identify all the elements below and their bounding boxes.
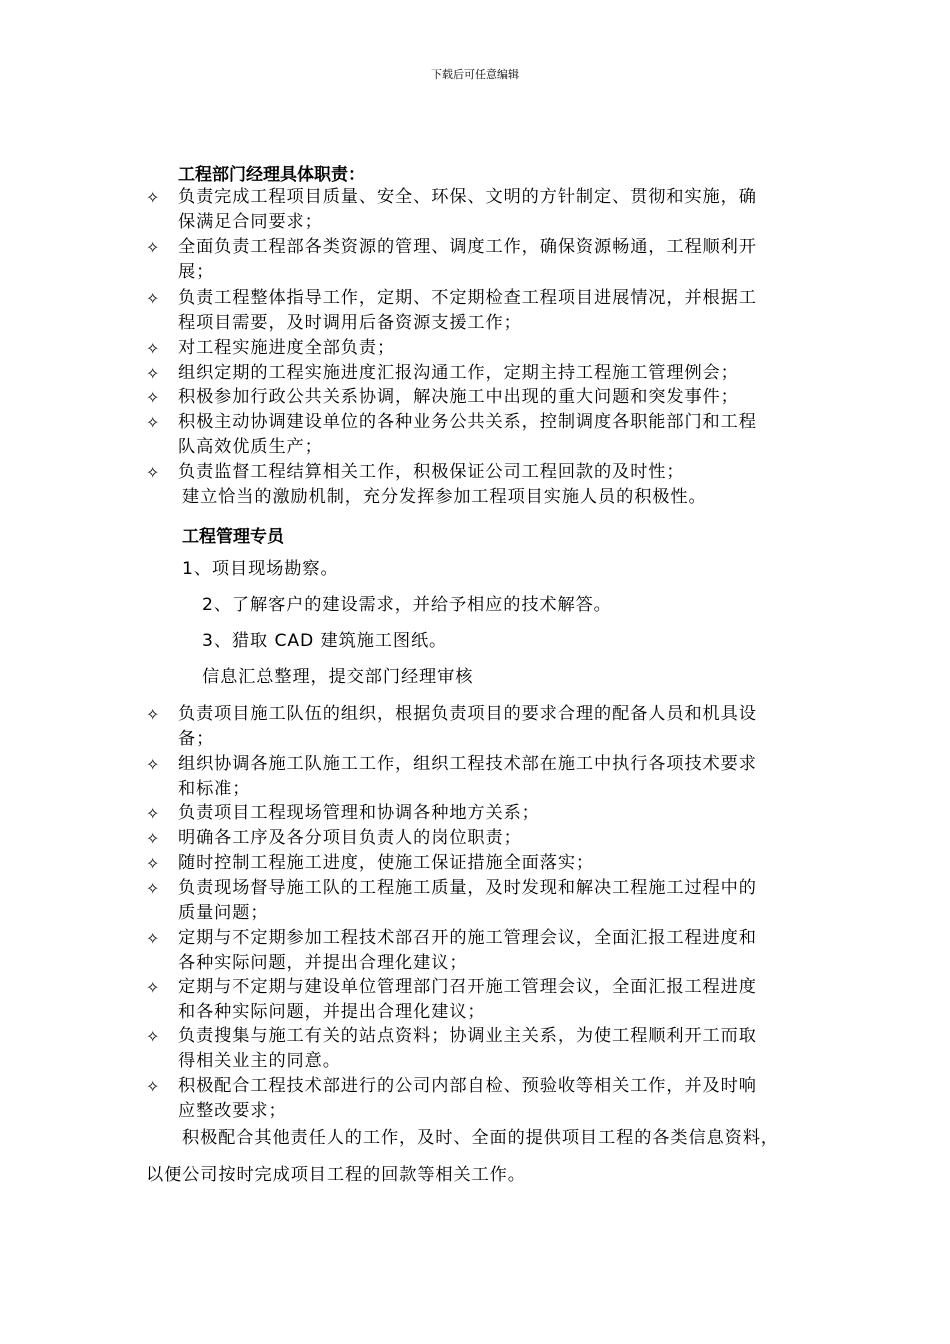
item-text: 明确各工序及各分项目负责人的岗位职责；: [178, 828, 522, 848]
section2-item: [146, 926, 816, 976]
item-text: 定期与不定期参加工程技术部召开的施工管理会议，全面汇报工程进度和 各种实际问题，并提出合理化建议；: [178, 928, 757, 973]
section2-item: [146, 702, 816, 752]
diamond-bullet-icon: ✧: [146, 879, 160, 898]
item-text: 全面负责工程部各类资源的管理、调度工作，确保资源畅通，工程顺利开 展；: [178, 237, 757, 282]
item-text: 负责项目施工队伍的组织，根据负责项目的要求合理的配备人员和机具设 备；: [178, 704, 757, 749]
section1-item: [146, 336, 816, 361]
section2-item: [146, 752, 816, 802]
item-text: 积极参加行政公共关系协调，解决施工中出现的重大问题和突发事件；: [178, 387, 739, 407]
diamond-bullet-icon: ✧: [146, 804, 160, 823]
page-header: 下载后可任意编辑: [431, 68, 519, 81]
section1-item: [146, 410, 816, 460]
section2-closing-line1: 积极配合其他责任人的工作，及时、全面的提供项目工程的各类信息资料，: [182, 1128, 779, 1148]
diamond-bullet-icon: ✧: [146, 463, 160, 482]
diamond-bullet-icon: ✧: [146, 289, 160, 308]
diamond-bullet-icon: ✧: [146, 978, 160, 997]
diamond-bullet-icon: ✧: [146, 854, 160, 873]
item-text: 定期与不定期与建设单位管理部门召开施工管理会议，全面汇报工程进度 和各种实际问题，并提出合理化建议；: [178, 977, 757, 1022]
item-text: 组织定期的工程实施进度汇报沟通工作，定期主持工程施工管理例会；: [178, 363, 739, 383]
diamond-bullet-icon: ✧: [146, 829, 160, 848]
section2-item: [146, 975, 816, 1025]
section1-item: [146, 460, 816, 485]
item-text: 积极配合工程技术部进行的公司内部自检、预验收等相关工作，并及时响 应整改要求；: [178, 1076, 757, 1121]
section2-item: [146, 801, 816, 826]
diamond-bullet-icon: ✧: [146, 364, 160, 383]
item-text: 负责完成工程项目质量、安全、环保、文明的方针制定、贯彻和实施，确 保满足合同要求；: [178, 187, 757, 232]
diamond-bullet-icon: ✧: [146, 238, 160, 257]
diamond-bullet-icon: ✧: [146, 339, 160, 358]
item-text: 积极主动协调建设单位的各种业务公共关系，控制调度各职能部门和工程 队高效优质生产；: [178, 412, 757, 457]
diamond-bullet-icon: ✧: [146, 413, 160, 432]
item-text: 随时控制工程施工进度，使施工保证措施全面落实；: [178, 853, 595, 873]
step-item: 3、猎取 CAD 建筑施工图纸。: [202, 631, 448, 651]
item-text: 负责现场督导施工队的工程施工质量，及时发现和解决工程施工过程中的 质量问题；: [178, 878, 757, 923]
diamond-bullet-icon: ✧: [146, 388, 160, 407]
section2-item: [146, 1024, 816, 1074]
section1-item: [146, 286, 816, 336]
section1-item: [146, 235, 816, 285]
step-item: 2、了解客户的建设需求，并给予相应的技术解答。: [202, 595, 612, 615]
diamond-bullet-icon: ✧: [146, 1027, 160, 1046]
section1-item: [146, 361, 816, 386]
item-text: 负责工程整体指导工作，定期、不定期检查工程项目进展情况，并根据工 程项目需要，及时调用后备资源支援工作；: [178, 288, 757, 333]
section2-item: [146, 1074, 816, 1124]
diamond-bullet-icon: ✧: [146, 705, 160, 724]
diamond-bullet-icon: ✧: [146, 1077, 160, 1096]
section2-item: [146, 826, 816, 851]
item-text: 负责项目工程现场管理和协调各种地方关系；: [178, 803, 540, 823]
section1-title: 工程部门经理具体职责：: [178, 165, 365, 185]
item-text: 负责监督工程结算相关工作，积极保证公司工程回款的及时性；: [178, 462, 685, 482]
step-note: 信息汇总整理，提交部门经理审核: [202, 667, 474, 687]
item-text: 负责搜集与施工有关的站点资料；协调业主关系，为使工程顺利开工而取 得相关业主的同意。: [178, 1026, 757, 1071]
diamond-bullet-icon: ✧: [146, 755, 160, 774]
item-text: 组织协调各施工队施工工作，组织工程技术部在施工中执行各项技术要求 和标准；: [178, 754, 757, 799]
step-item: 1、项目现场勘察。: [182, 559, 339, 579]
section2-item: [146, 876, 816, 926]
section2-item: [146, 851, 816, 876]
diamond-bullet-icon: ✧: [146, 929, 160, 948]
section1-closing: 建立恰当的激励机制，充分发挥参加工程项目实施人员的积极性。: [182, 487, 707, 507]
section1-item: [146, 185, 816, 235]
section2-closing-line2: 以便公司按时完成项目工程的回款等相关工作。: [146, 1165, 526, 1185]
item-text: 对工程实施进度全部负责；: [178, 338, 396, 358]
section1-item: [146, 385, 816, 410]
section2-title: 工程管理专员: [182, 527, 284, 547]
diamond-bullet-icon: ✧: [146, 188, 160, 207]
